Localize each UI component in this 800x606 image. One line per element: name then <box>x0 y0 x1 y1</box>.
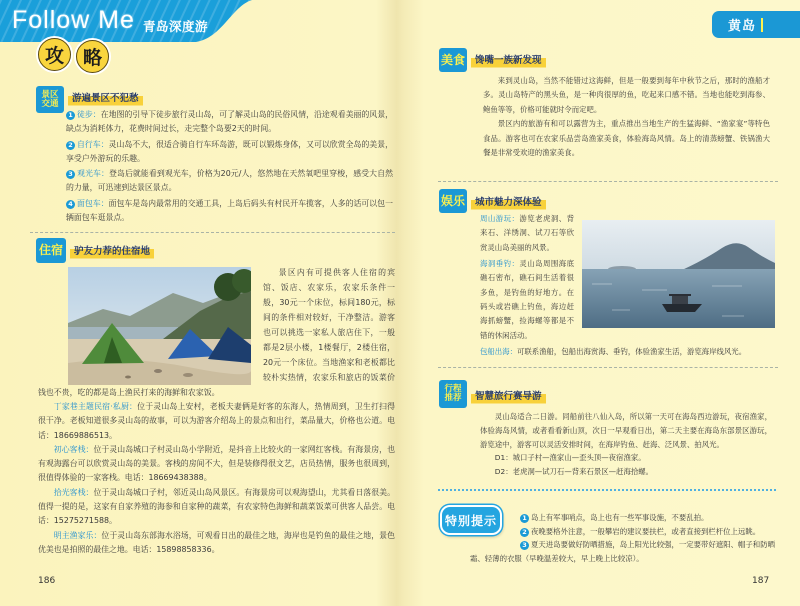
itinerary-badge: 行程 推荐 <box>439 380 467 408</box>
brand-subtitle: 青岛深度游 <box>143 19 209 34</box>
item-number: 2 <box>66 141 75 150</box>
item-number: 1 <box>66 111 75 120</box>
item-number: 2 <box>520 528 529 537</box>
list-item: 1 徒步：在地图的引导下徒步旅行灵山岛，可了解灵山岛的民俗风情，沿途观看美丽的风景，缺点为消耗体力，花费时间过长，走完整个岛要2天的时间。 <box>66 110 393 133</box>
list-item: 海洞垂钓：灵山岛周围海底礁石密布，礁石间生活着很多鱼，是钓鱼的好地方。在码头或岩礁上钓鱼，海边赶海抓螃蟹，捡海螺等都是不错的休闲活动。 <box>480 258 574 340</box>
section-divider <box>30 232 395 233</box>
tips-divider <box>438 489 776 491</box>
list-item: 3 夏天进岛要做好防晒措施，岛上阳光比较强，一定要带好遮阳、帽子和防晒霜、轻薄的衣服（早晚温差较大，早上晚上比较凉）。 <box>470 540 775 563</box>
list-item: 4 面包车：面包车是岛内最常用的交通工具，上岛后码头有村民开车揽客，人多的话可以包一辆面包车逛景点。 <box>66 198 393 222</box>
brand-title: Follow Me <box>12 6 135 34</box>
entertainment-title: 城市魅力深体验 <box>471 196 546 210</box>
tent-beach-photo <box>68 267 251 385</box>
lodging-badge: 住宿 <box>36 238 66 263</box>
page-number-left: 186 <box>38 576 56 586</box>
food-paragraph: 来到灵山岛，当然不能错过这海鲜，但是一般要到每年中秋节之后，那时的渔船才多。灵山岛特产的黑头鱼，是一种肉很厚的鱼，吃起来口感不错。当地也能吃到海参、鲍鱼等等，价格可能就时令而定吧。 <box>483 76 770 114</box>
lodging-body <box>38 265 395 557</box>
lodging-title: 驴友力荐的住宿地 <box>70 245 154 259</box>
lodging-intro: 景区内有可提供客人住宿的宾馆、饭店、农家乐，农家乐条件一般，30元一个床位，标间180元，标间的条件相对较好，干净整洁。游客也可以挑选一家私人旅店住下，一般都是2层小楼，1楼餐厅，2楼住宿，20元一个床位。当地渔家和老板都比较朴实热情，农家乐和旅店的饭菜价钱也不贵，吃的都是岛上渔民打来的海鲜和农家饭。 <box>38 268 395 397</box>
section-title-char: 略 <box>76 40 109 73</box>
list-item: 周山游玩：游览老虎洞、背来石、洋绣洞、试刀石等欣赏灵山岛美丽的风景。 <box>480 214 574 252</box>
tab-divider <box>761 18 763 32</box>
region-tab: 黄岛 <box>712 11 800 38</box>
item-number: 4 <box>66 200 75 209</box>
item-number: 3 <box>520 541 529 550</box>
item-number: 3 <box>66 170 75 179</box>
list-item: 明主渔家乐：位于灵山岛东部海水浴场，可观看日出的最佳之地，海岸也是钓鱼的最佳之地，景色优美也是拍照的最佳之地。电话：15898858336。 <box>38 530 395 554</box>
transport-badge: 景区 交通 <box>36 86 64 113</box>
food-body <box>483 74 770 160</box>
tips-label-spacer <box>470 511 520 551</box>
food-badge: 美食 <box>439 48 467 72</box>
itinerary-body <box>480 410 772 479</box>
page-number-right: 187 <box>752 576 770 586</box>
food-title: 馋嘴一族新发现 <box>471 54 546 68</box>
list-item: 拾光客栈：位于灵山岛城口子村，邻近灵山岛风景区。有海景房可以观海望山，尤其看日落很美。值得一提的是，这家有自家养殖的海参和自家种的蔬菜，有农家特色海鲜和蔬菜饭菜可供客人品尝。电话：15275271588。 <box>38 487 395 526</box>
tips-list <box>470 511 775 565</box>
entertainment-body <box>480 212 775 361</box>
section-title-char: 攻 <box>38 38 71 71</box>
item-number: 1 <box>520 514 529 523</box>
food-paragraph: 景区内的旅游有和可以露营为主，重点推出当地生产的生猛海鲜、“渔家宴”等特色食品。游客也可在农家乐品尝岛渔家美食，体验海岛风情。岛上的清蒸螃蟹、铁锅渔大餐是非常受欢迎的渔家美食。 <box>483 119 770 158</box>
route-line: D2：老虎洞—试刀石—背来石景区—赶海拾螺。 <box>494 467 654 477</box>
list-item: 2 自行车：灵山岛不大，很适合骑自行车环岛游，既可以锻炼身体，又可以欣赏全岛的美景，享受户外游玩的乐趣。 <box>66 139 393 163</box>
list-item: 初心客栈：位于灵山岛城口子村灵山岛小学附近，是抖音上比较火的一家网红客栈。有海景房，也有观海露台可以欣赏灵山岛的美景。客栈的房间不大，但是装修得很文艺，店员热情，服务也很周到，很值得体验的一家客栈。电话：18669438388。 <box>38 444 395 483</box>
list-item: 丁家巷主题民宿·私厨：位于灵山岛上安村，老板夫妻俩是好客的东海人，热情周到，卫生打扫得很干净。老板知道很多灵山岛的故事，可以为游客介绍岛上的景点和出行，菜品量大，价格也公道。电话：18669886513。 <box>38 402 395 440</box>
itinerary-paragraph: 灵山岛适合二日游。同船前往八仙入岛，所以第一天可在海岛西边游玩，夜宿渔家，体验海岛风情，或者看看新山顶，次日一早观看日出，第二天主要在海岛东部景区游玩，游览途中，游客可以灵活安排时间，在海岸钓鱼、赶海、泛风景、拍风光。 <box>480 412 772 449</box>
list-item: 3 观光车：登岛后就能看到观光车，价格为20元/人，悠然地在天然氧吧里穿梭，感受大自然的力量，可迅速到达景区景点。 <box>66 169 393 193</box>
sea-boat-photo <box>582 220 775 328</box>
entertainment-badge: 娱乐 <box>439 189 467 213</box>
itinerary-title: 智慧旅行赛导游 <box>471 390 546 404</box>
list-item: 1 岛上有军事哨点，岛上也有一些军事设施，不要乱拍。 <box>470 511 775 525</box>
transport-list <box>66 108 393 226</box>
list-item: 包船出海：可联系渔船，包船出海赏海、垂钓，体验渔家生活，游览海岸线风光。 <box>480 346 747 356</box>
tips-label: 特别提示 <box>440 505 502 535</box>
route-line: D1：城口子村—渔家山—歪头顶—夜宿渔家。 <box>494 453 646 463</box>
section-divider <box>438 367 778 368</box>
transport-title: 游遍景区不犯愁 <box>68 92 143 106</box>
list-item: 2 夜晚要格外注意，一般攀岩的建议要扶栏，或者直接到栏杆位上远眺。 <box>470 525 775 539</box>
section-divider <box>438 181 778 182</box>
